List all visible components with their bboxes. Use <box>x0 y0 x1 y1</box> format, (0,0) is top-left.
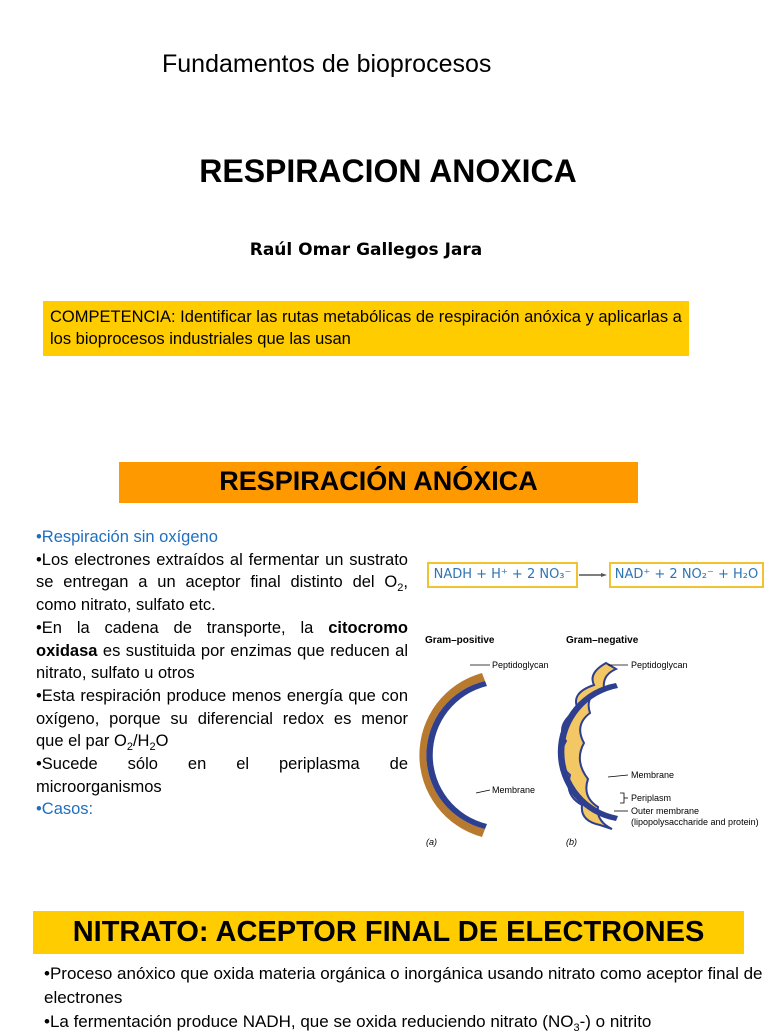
bullet-list <box>36 526 408 821</box>
subscript: 2 <box>397 582 404 595</box>
bullet-text: O <box>155 732 169 751</box>
label-outer-membrane: Outer membrane <box>631 806 700 816</box>
leader-line <box>476 790 490 793</box>
bullet-text: es sustituida por enzimas que reducen al nitrato, sulfato u otros <box>36 641 408 683</box>
equation-products: NAD⁺ + 2 NO₂⁻ + H₂O <box>609 562 764 588</box>
nitrato-bullets <box>44 962 764 1034</box>
label-membrane-a: Membrane <box>492 785 536 795</box>
label-membrane-b: Membrane <box>631 770 675 780</box>
panel-label-a: (a) <box>426 837 437 847</box>
subscript: 2 <box>126 741 133 754</box>
bullet-item: •Proceso anóxico que oxida materia orgánica o inorgánica usando nitrato como aceptor final de electrones <box>44 964 763 1007</box>
bullet-item <box>44 1010 764 1034</box>
bullet-text: , como nitrato, sulfato etc. <box>36 573 408 615</box>
bullet-text: •Los electrones extraídos al fermentar un sustrato se entregan a un aceptor final distinto del O <box>36 550 408 592</box>
bold-term: citocromo oxidasa <box>36 618 408 660</box>
gram-negative-title: Gram–negative <box>566 635 639 646</box>
nitrato-banner: NITRATO: ACEPTOR FINAL DE ELECTRONES <box>33 911 744 954</box>
bullet-item <box>36 549 408 617</box>
bullet-item: •Respiración sin oxígeno <box>36 528 218 546</box>
bullet-text: •En la cadena de transporte, la <box>36 618 329 637</box>
arrow-right-icon <box>579 573 607 577</box>
equation-reactants: NADH + H⁺ + 2 NO₃⁻ <box>427 562 578 588</box>
leader-line <box>608 775 628 777</box>
label-periplasm: Periplasm <box>631 793 672 803</box>
subscript: 2 <box>149 741 156 754</box>
panel-label-b: (b) <box>566 837 577 847</box>
membrane-layer-a <box>426 681 487 829</box>
page-title: RESPIRACION ANOXICA <box>199 153 577 189</box>
bullet-item <box>36 617 408 685</box>
gram-positive-title: Gram–positive <box>425 635 495 646</box>
label-peptidoglycan-a: Peptidoglycan <box>492 660 549 670</box>
author-name: Raúl Omar Gallegos Jara <box>249 240 483 260</box>
course-name: Fundamentos de bioprocesos <box>162 50 492 78</box>
subscript: 3 <box>573 1022 580 1034</box>
redox-equation <box>424 562 768 592</box>
bullet-item: •Casos: <box>36 800 94 819</box>
label-peptidoglycan-b: Peptidoglycan <box>631 660 688 670</box>
bullet-text: -) o nitrito <box>579 1012 652 1031</box>
competencia-box: COMPETENCIA: Identificar las rutas metabólicas de respiración anóxica y aplicarlas a los bioprocesos industriales que las usan <box>43 301 689 356</box>
bracket <box>620 793 624 803</box>
bullet-text: •La fermentación produce NADH, que se oxida reduciendo nitrato (NO <box>44 1012 574 1031</box>
label-lps: (lipopolysaccharide and protein) <box>631 817 759 827</box>
bullet-text: /H <box>132 732 150 751</box>
bullet-item <box>36 685 408 753</box>
bullet-text: •Esta respiración produce menos energía que con oxígeno, porque su diferencial redox es menor que el par O <box>36 686 408 751</box>
bullet-item: •Sucede sólo en el periplasma de microorganismos <box>36 755 408 796</box>
section-banner: RESPIRACIÓN ANÓXICA <box>119 462 638 503</box>
cell-wall-figure <box>410 625 768 860</box>
